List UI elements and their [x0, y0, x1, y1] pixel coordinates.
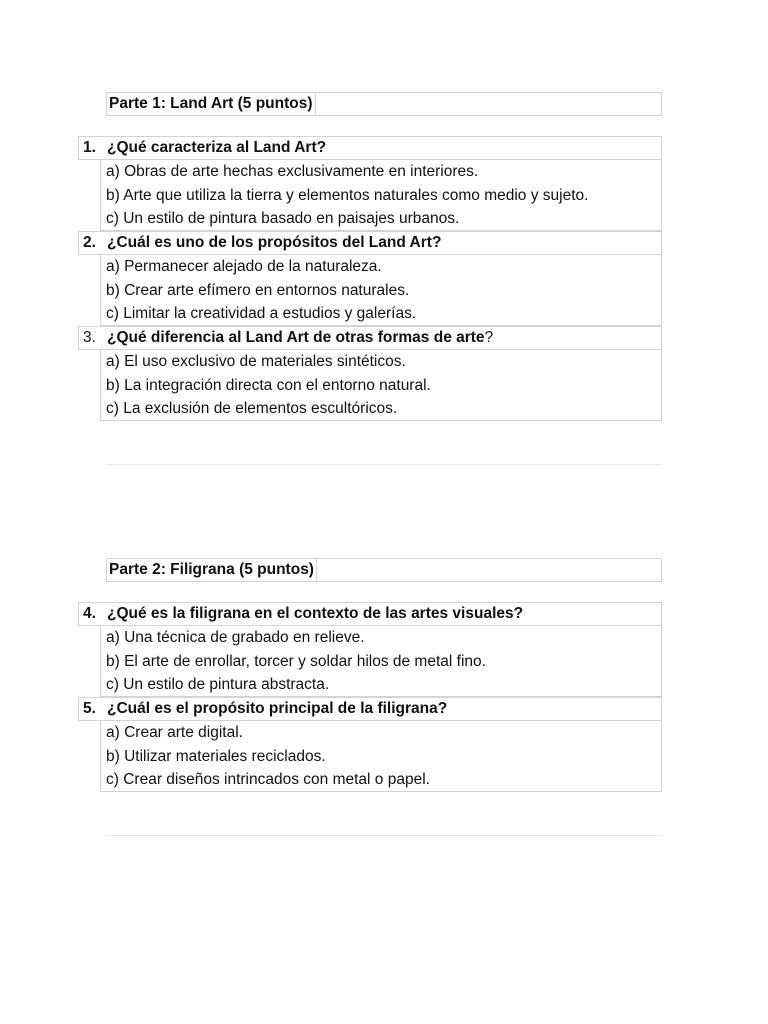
question-number: 2. [83, 234, 96, 251]
question-table-parte-2 [78, 602, 662, 792]
option-a: a) Permanecer alejado de la naturaleza. [106, 258, 382, 275]
option-a: a) Crear arte digital. [106, 724, 243, 741]
section-title-parte-2 [106, 558, 662, 582]
options-list-5 [100, 721, 662, 792]
options-list-3 [100, 350, 662, 421]
question-row-2 [78, 231, 662, 255]
question-text: ¿Qué caracteriza al Land Art? [107, 139, 327, 156]
option-a: a) Una técnica de grabado en relieve. [106, 629, 365, 646]
option-c: c) Un estilo de pintura basado en paisajes urbanos. [106, 210, 460, 227]
option-a: a) Obras de arte hechas exclusivamente en interiores. [106, 163, 479, 180]
question-row-1 [78, 136, 662, 160]
options-list-4 [100, 626, 662, 697]
option-c: c) La exclusión de elementos escultóricos. [106, 400, 398, 417]
question-number: 3. [83, 329, 96, 346]
option-c: c) Crear diseños intrincados con metal o papel. [106, 771, 430, 788]
options-list-2 [100, 255, 662, 326]
section-title-text: Parte 2: Filigrana (5 puntos) [109, 559, 317, 581]
option-b: b) Utilizar materiales reciclados. [106, 747, 326, 765]
option-c: c) Limitar la creatividad a estudios y galerías. [106, 305, 417, 322]
option-b: b) El arte de enrollar, torcer y soldar hilos de metal fino. [106, 652, 486, 670]
options-list-1 [100, 160, 662, 231]
option-a: a) El uso exclusivo de materiales sintéticos. [106, 353, 406, 370]
question-row-4 [78, 602, 662, 626]
divider-line [106, 464, 662, 465]
option-c: c) Un estilo de pintura abstracta. [106, 676, 330, 693]
divider-line [106, 835, 662, 836]
question-text: ¿Qué es la filigrana en el contexto de las artes visuales? [107, 605, 524, 622]
section-title-parte-1 [106, 92, 662, 116]
option-b: b) La integración directa con el entorno natural. [106, 376, 431, 394]
option-b: b) Arte que utiliza la tierra y elementos naturales como medio y sujeto. [106, 186, 589, 204]
option-b: b) Crear arte efímero en entornos naturales. [106, 281, 410, 299]
question-text: ¿Cuál es el propósito principal de la filigrana? [107, 700, 448, 717]
question-text: ¿Cuál es uno de los propósitos del Land Art? [107, 234, 442, 251]
section-title-text: Parte 1: Land Art (5 puntos) [109, 93, 316, 115]
question-tail: ? [484, 329, 494, 346]
question-text: ¿Qué diferencia al Land Art de otras formas de arte? [107, 329, 494, 346]
question-table-parte-1 [78, 136, 662, 421]
question-row-3 [78, 326, 662, 350]
question-number: 5. [83, 700, 96, 717]
question-number: 1. [83, 139, 96, 156]
question-row-5 [78, 697, 662, 721]
question-number: 4. [83, 605, 96, 622]
